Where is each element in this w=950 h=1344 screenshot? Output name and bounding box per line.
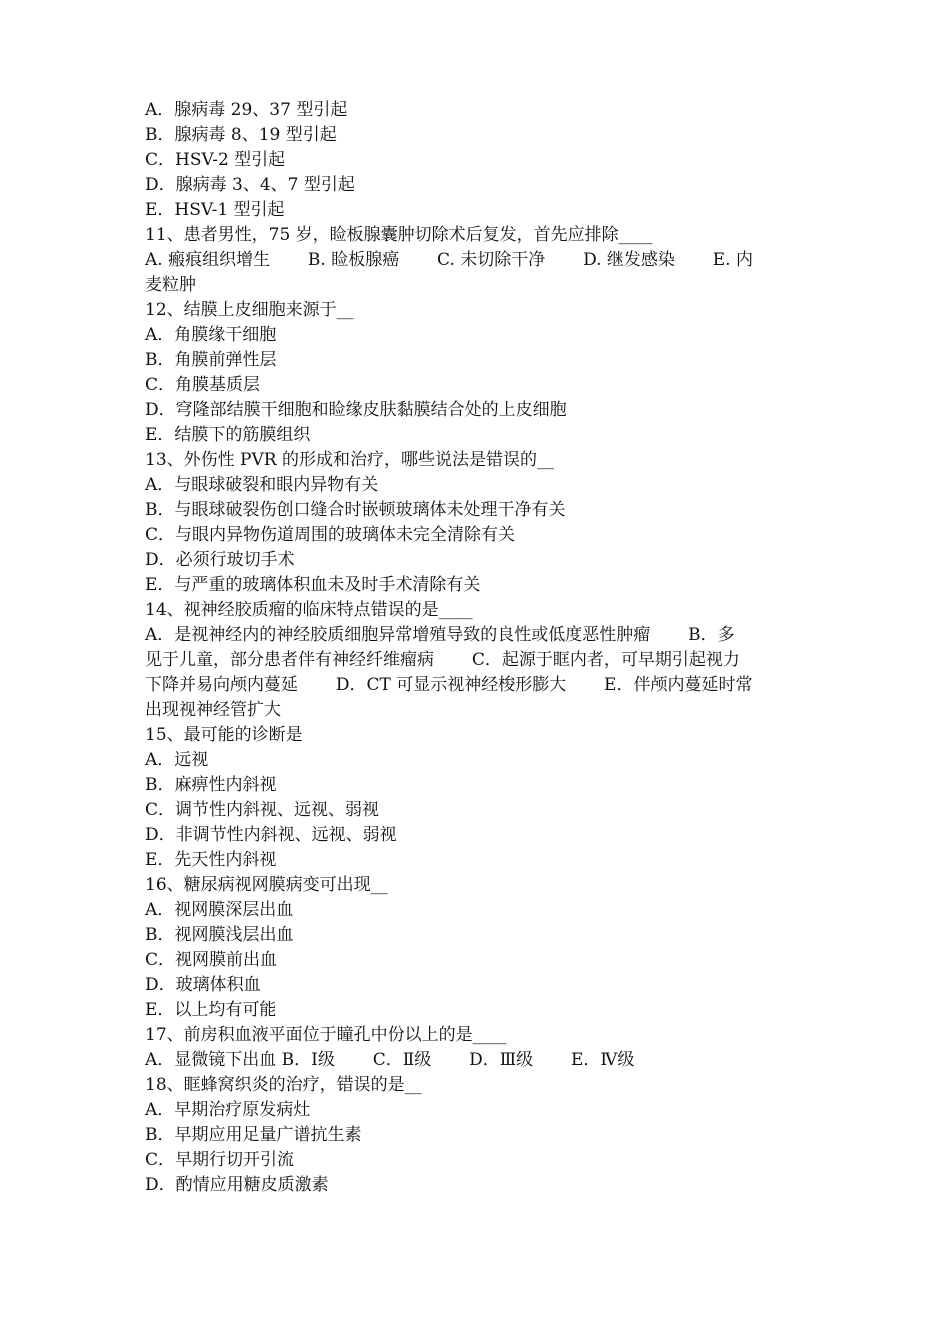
text-line: B．早期应用足量广谱抗生素 (145, 1125, 362, 1145)
text-line: 18、眶蜂窝织炎的治疗，错误的是__ (145, 1075, 422, 1095)
text-line: A．腺病毒 29、37 型引起 (145, 100, 348, 120)
text-line: D．穹隆部结膜干细胞和睑缘皮肤黏膜结合处的上皮细胞 (145, 400, 567, 420)
text-line: D．玻璃体积血 (145, 975, 261, 995)
text-line: 15、最可能的诊断是 (145, 725, 303, 745)
text-line: 见于儿童，部分患者伴有神经纤维瘤病 C．起源于眶内者，可早期引起视力 (145, 650, 740, 670)
text-line: D．酌情应用糖皮质激素 (145, 1175, 329, 1195)
question-text-block (145, 98, 810, 1198)
text-line: A．远视 (145, 750, 209, 770)
text-line: C．角膜基质层 (145, 375, 261, 395)
text-line: 下降并易向颅内蔓延 D．CT 可显示视神经梭形膨大 E．伴颅内蔓延时常 (145, 675, 753, 695)
text-line: B．视网膜浅层出血 (145, 925, 294, 945)
text-line: B．角膜前弹性层 (145, 350, 277, 370)
text-line: A．角膜缘干细胞 (145, 325, 277, 345)
text-line: E．HSV-1 型引起 (145, 200, 285, 220)
text-line: 12、结膜上皮细胞来源于__ (145, 300, 354, 320)
text-line: E．与严重的玻璃体积血未及时手术清除有关 (145, 575, 481, 595)
text-line: B．麻痹性内斜视 (145, 775, 277, 795)
text-line: E．以上均有可能 (145, 1000, 277, 1020)
text-line: C．早期行切开引流 (145, 1150, 295, 1170)
text-line: 16、糖尿病视网膜病变可出现__ (145, 875, 388, 895)
text-line: D．腺病毒 3、4、7 型引起 (145, 175, 355, 195)
text-line: D．非调节性内斜视、远视、弱视 (145, 825, 397, 845)
text-line: B．与眼球破裂伤创口缝合时嵌顿玻璃体未处理干净有关 (145, 500, 566, 520)
text-line: A．是视神经内的神经胶质细胞异常增殖导致的良性或低度恶性肿瘤 B．多 (145, 625, 735, 645)
text-line: 出现视神经管扩大 (145, 700, 281, 720)
text-line: B．腺病毒 8、19 型引起 (145, 125, 337, 145)
text-line: A．早期治疗原发病灶 (145, 1100, 311, 1120)
text-line: E．先天性内斜视 (145, 850, 277, 870)
text-line: C．HSV-2 型引起 (145, 150, 286, 170)
text-line: C．视网膜前出血 (145, 950, 278, 970)
text-line: A. 瘢痕组织增生 B. 睑板腺癌 C. 未切除干净 D. 继发感染 E. 内 (145, 250, 753, 270)
text-line: 13、外伤性 PVR 的形成和治疗，哪些说法是错误的__ (145, 450, 554, 470)
text-line: C．调节性内斜视、远视、弱视 (145, 800, 380, 820)
text-line: A．与眼球破裂和眼内异物有关 (145, 475, 379, 495)
text-line: 17、前房积血液平面位于瞳孔中份以上的是____ (145, 1025, 507, 1045)
text-line: D．必须行玻切手术 (145, 550, 295, 570)
text-line: 麦粒肿 (145, 275, 196, 295)
text-line: A．视网膜深层出血 (145, 900, 294, 920)
text-line: A．显微镜下出血 B．Ⅰ级 C．Ⅱ级 D．Ⅲ级 E．Ⅳ级 (145, 1050, 635, 1070)
text-line: 14、视神经胶质瘤的临床特点错误的是____ (145, 600, 473, 620)
text-line: C．与眼内异物伤道周围的玻璃体未完全清除有关 (145, 525, 516, 545)
text-line: E．结膜下的筋膜组织 (145, 425, 311, 445)
text-line: 11、患者男性，75 岁，睑板腺囊肿切除术后复发，首先应排除____ (145, 225, 653, 245)
